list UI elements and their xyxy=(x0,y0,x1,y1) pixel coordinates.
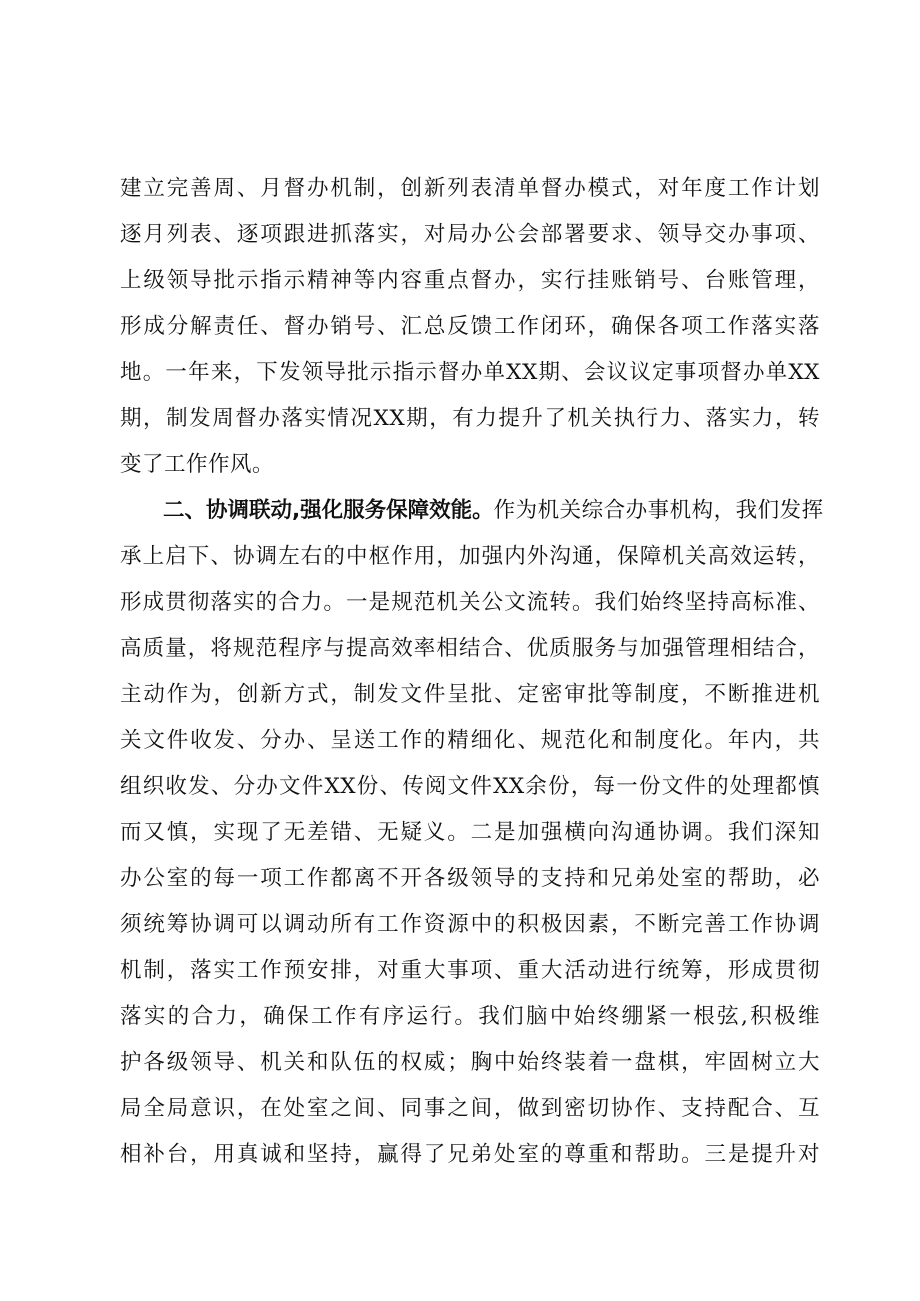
text-line: 期，制发周督办落实情况XX期，有力提升了机关执行力、落实力，转 xyxy=(120,406,820,431)
text-line: 关文件收发、分办、呈送工作的精细化、规范化和制度化。年内，共 xyxy=(120,728,820,753)
text-line: 局全局意识，在处室之间、同事之间，做到密切协作、支持配合、互 xyxy=(120,1096,820,1121)
text-line: 高质量，将规范程序与提高效率相结合、优质服务与加强管理相结合， xyxy=(120,636,820,661)
text-line: 主动作为，创新方式，制发文件呈批、定密审批等制度，不断推进机 xyxy=(120,682,820,707)
text-line: 机制，落实工作预安排，对重大事项、重大活动进行统筹，形成贯彻 xyxy=(120,958,820,983)
text-line: 形成分解责任、督办销号、汇总反馈工作闭环，确保各项工作落实落 xyxy=(120,314,820,339)
text-line: 上级领导批示指示精神等内容重点督办，实行挂账销号、台账管理， xyxy=(120,268,820,293)
text-line: 组织收发、分办文件XX份、传阅文件XX余份，每一份文件的处理都慎 xyxy=(120,774,820,799)
text-line: 地。一年来，下发领导批示指示督办单XX期、会议议定事项督办单XX xyxy=(120,360,820,385)
text-line: 承上启下、协调左右的中枢作用，加强内外沟通，保障机关高效运转， xyxy=(120,544,820,569)
body-text xyxy=(120,166,824,1178)
paragraph-1 xyxy=(120,166,820,488)
text-line: 护各级领导、机关和队伍的权威；胸中始终装着一盘棋，牢固树立大 xyxy=(120,1050,820,1075)
text-run: 作为机关综合办事机构，我们发挥 xyxy=(493,498,824,523)
text-line: 落实的合力，确保工作有序运行。我们脑中始终绷紧一根弦,积极维 xyxy=(120,1004,820,1029)
text-line: 办公室的每一项工作都离不开各级领导的支持和兄弟处室的帮助，必 xyxy=(120,866,820,891)
text-line: 须统筹协调可以调动所有工作资源中的积极因素，不断完善工作协调 xyxy=(120,912,820,937)
text-line: 形成贯彻落实的合力。一是规范机关公文流转。我们始终坚持高标准、 xyxy=(120,590,820,615)
paragraph-2 xyxy=(120,488,824,1178)
text-line: 而又慎，实现了无差错、无疑义。二是加强横向沟通协调。我们深知 xyxy=(120,820,820,845)
text-line: 变了工作作风。 xyxy=(120,452,275,477)
section-heading: 二、协调联动,强化服务保障效能。 xyxy=(163,498,494,523)
text-line: 建立完善周、月督办机制，创新列表清单督办模式，对年度工作计划 xyxy=(120,176,820,201)
text-line: 逐月列表、逐项跟进抓落实，对局办公会部署要求、领导交办事项、 xyxy=(120,222,820,247)
text-line-first xyxy=(120,488,824,534)
text-line: 相补台，用真诚和坚持，赢得了兄弟处室的尊重和帮助。三是提升对 xyxy=(120,1142,820,1167)
